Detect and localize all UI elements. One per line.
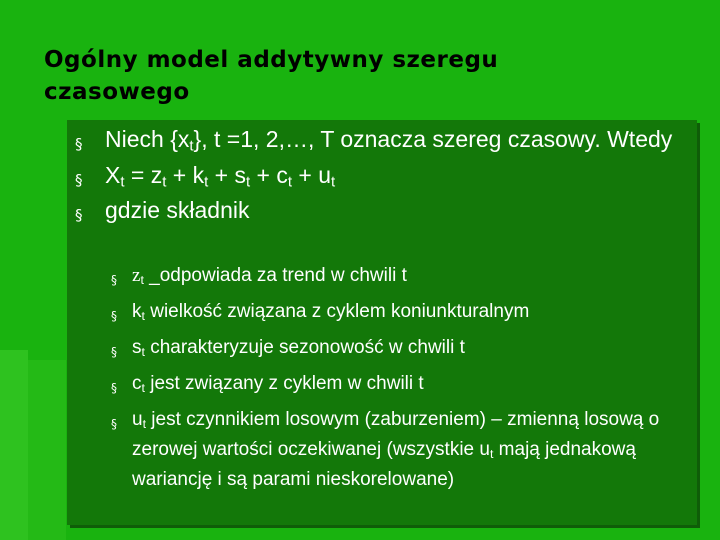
list-item: [75, 196, 695, 225]
symbol: u: [132, 409, 143, 431]
subscript: t: [141, 345, 145, 360]
bullet-icon: §: [111, 273, 117, 287]
list-item: [75, 161, 695, 197]
title-line-2: czasowego: [44, 79, 190, 105]
list-item: [111, 371, 691, 401]
subscript: t: [204, 173, 209, 191]
bullet-icon: §: [75, 170, 83, 189]
subscript: t: [120, 173, 125, 191]
subscript: t: [287, 173, 292, 191]
subscript: t: [162, 173, 167, 191]
list-item: [111, 263, 691, 293]
item-text: jest związany z cyklem w chwili t: [144, 373, 424, 395]
formula-part: + s: [208, 161, 246, 188]
item-text: gdzie składnik: [105, 197, 250, 224]
item-text: _odpowiada za trend w chwili t: [149, 265, 407, 286]
symbol: s: [132, 337, 142, 359]
content-panel: [67, 120, 697, 525]
formula-part: = z: [124, 161, 163, 188]
formula-part: + c: [250, 161, 288, 188]
list-item: [111, 299, 691, 329]
subscript: t: [189, 137, 194, 155]
formula-part: X: [105, 161, 121, 188]
subscript: t: [141, 381, 145, 396]
subscript: t: [142, 417, 147, 432]
title-line-1: Ogólny model addytywny szeregu: [44, 47, 499, 73]
symbol: c: [132, 373, 142, 395]
formula-part: + k: [166, 161, 205, 188]
list-item: [111, 335, 691, 365]
decorative-bar: [0, 350, 28, 540]
sub-bullet-list: [111, 263, 691, 498]
item-text: charakteryzuje sezonowość w chwili t: [144, 337, 465, 359]
subscript: t: [489, 447, 494, 462]
item-text: }, t =1, 2,…, T oznacza szereg czasowy. Wtedy: [193, 126, 673, 152]
item-text: mają jednakową wariancję i są parami nieskorelowane): [132, 439, 636, 491]
bullet-icon: §: [111, 417, 117, 432]
item-text: jest czynnikiem losowym (zaburzeniem) – zmienną losową o zerowej wartości oczekiwanej (wszystkie u: [132, 409, 660, 461]
subscript: t: [331, 173, 336, 191]
slide-title: [44, 44, 664, 108]
subscript: t: [141, 309, 145, 324]
subscript: t: [140, 273, 144, 288]
bullet-icon: §: [111, 381, 117, 396]
bullet-icon: §: [75, 135, 83, 153]
subscript: t: [245, 173, 251, 191]
symbol: k: [132, 301, 142, 323]
main-bullet-list: [75, 125, 695, 225]
list-item: [111, 407, 691, 492]
bullet-icon: §: [75, 206, 83, 225]
list-item: [75, 125, 695, 161]
bullet-icon: §: [111, 345, 117, 360]
item-text: wielkość związana z cyklem koniunkturalnym: [144, 301, 530, 323]
item-text: Niech {x: [105, 126, 190, 152]
formula-part: + u: [292, 161, 332, 188]
bullet-icon: §: [111, 309, 117, 324]
symbol: z: [132, 265, 141, 286]
decorative-bar-inner: [28, 360, 66, 540]
